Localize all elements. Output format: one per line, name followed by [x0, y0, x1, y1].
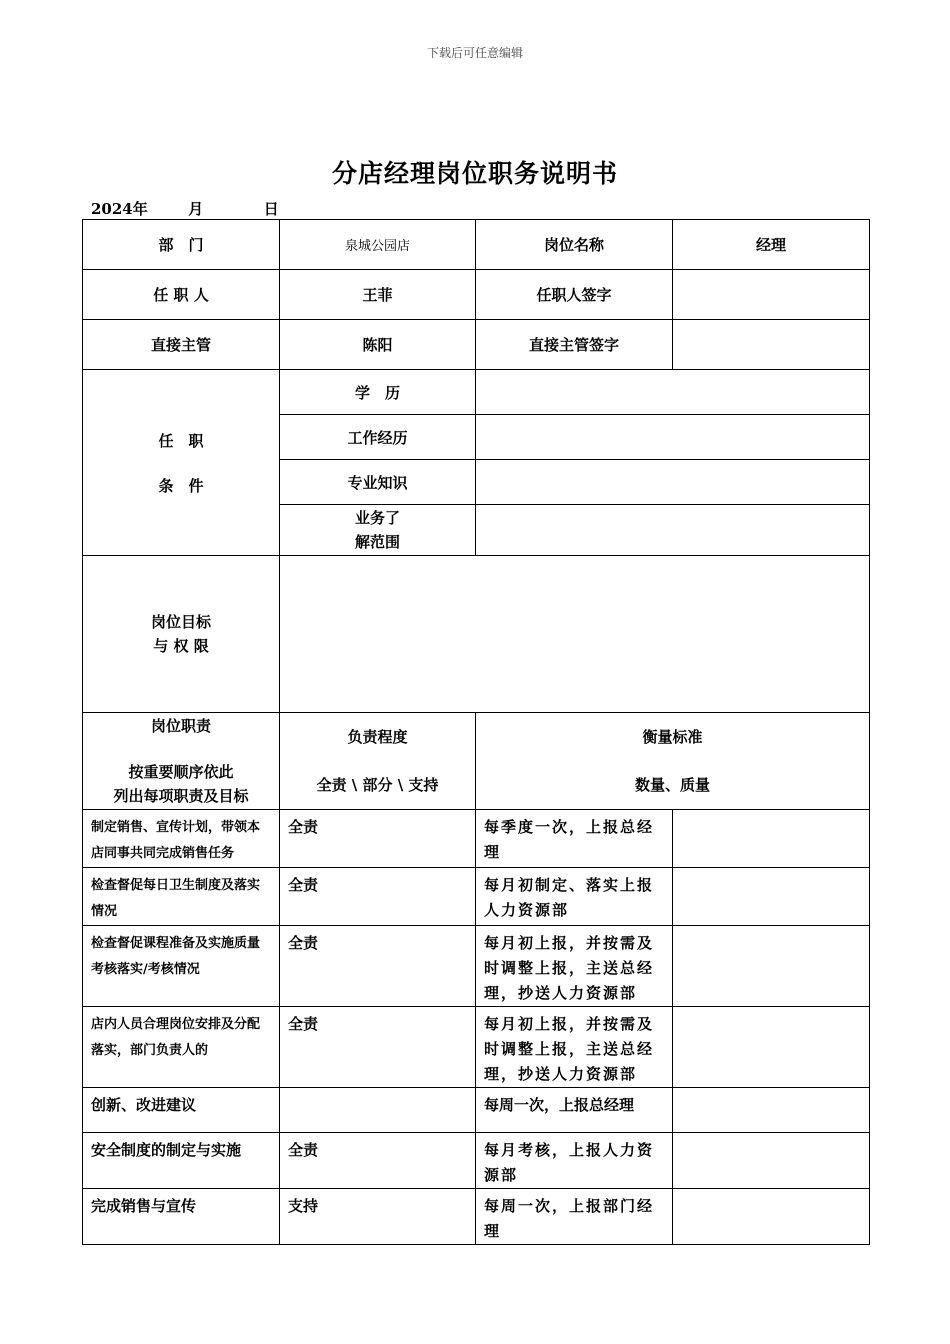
- duty-extra[interactable]: [673, 1133, 870, 1189]
- table-row: [83, 1189, 870, 1245]
- watermark-text: 下载后可任意编辑: [426, 46, 523, 60]
- dept-value: 泉城公园店: [280, 220, 476, 270]
- duty-extra[interactable]: [673, 1007, 870, 1088]
- duties-header-level-title: 负责程度: [347, 728, 408, 746]
- business-scope-label-line2: 解范围: [354, 533, 400, 551]
- conditions-label-line2: 条 件: [158, 476, 204, 495]
- duty-extra[interactable]: [673, 810, 870, 868]
- education-label: 学 历: [280, 370, 476, 415]
- duty-level: 全责: [280, 1133, 476, 1189]
- holder-label: 任 职 人: [83, 270, 280, 320]
- conditions-label: [83, 370, 280, 556]
- duty-level: [280, 1088, 476, 1133]
- dept-label: 部 门: [83, 220, 280, 270]
- experience-value[interactable]: [476, 415, 870, 460]
- duty-level: 全责: [280, 1007, 476, 1088]
- date-year: 2024年: [91, 200, 148, 218]
- duty-text: 创新、改进建议: [83, 1088, 280, 1133]
- duties-header-col1: [83, 713, 280, 810]
- duties-header-standard-title: 衡量标准: [642, 728, 703, 746]
- duty-text: 店内人员合理岗位安排及分配落实，部门负责人的: [83, 1007, 280, 1088]
- duty-extra[interactable]: [673, 1189, 870, 1245]
- duty-level: 支持: [280, 1189, 476, 1245]
- supervisor-sign-field[interactable]: [673, 320, 870, 370]
- duty-standard: 每月初上报，并按需及时调整上报，主送总经理，抄送人力资源部: [476, 1007, 673, 1088]
- duties-header-title: 岗位职责: [150, 717, 211, 735]
- holder-sign-field[interactable]: [673, 270, 870, 320]
- goals-label: [83, 556, 280, 713]
- duties-header-note1: 按重要顺序依此: [128, 763, 234, 781]
- supervisor-sign-label: 直接主管签字: [476, 320, 673, 370]
- supervisor-value: 陈阳: [280, 320, 476, 370]
- document-title: 分店经理岗位职务说明书: [331, 159, 618, 188]
- duty-standard: 每月初制定、落实上报人力资源部: [476, 868, 673, 926]
- table-row: [83, 868, 870, 926]
- duty-text: 完成销售与宣传: [83, 1189, 280, 1245]
- duty-extra[interactable]: [673, 1088, 870, 1133]
- duty-text: 检查督促课程准备及实施质量考核落实/考核情况: [83, 926, 280, 1007]
- goals-label-line2: 与 权 限: [153, 637, 209, 655]
- goals-label-line1: 岗位目标: [150, 613, 211, 631]
- position-label: 岗位名称: [476, 220, 673, 270]
- conditions-label-line1: 任 职: [158, 431, 204, 450]
- knowledge-value[interactable]: [476, 460, 870, 505]
- business-scope-value[interactable]: [476, 505, 870, 556]
- table-row: [83, 1007, 870, 1088]
- duty-level: 全责: [280, 810, 476, 868]
- experience-label: 工作经历: [280, 415, 476, 460]
- table-row: [83, 1133, 870, 1189]
- table-row: [83, 810, 870, 868]
- job-description-table: [82, 219, 870, 1245]
- table-row: [83, 926, 870, 1007]
- duty-standard: 每月初上报，并按需及时调整上报，主送总经理，抄送人力资源部: [476, 926, 673, 1007]
- duties-header-standard-note: 数量、质量: [634, 776, 710, 794]
- duty-extra[interactable]: [673, 868, 870, 926]
- business-scope-label-line1: 业务了: [354, 509, 400, 527]
- duty-standard: 每周一次，上报部门经理: [476, 1189, 673, 1245]
- date-month: 月: [188, 200, 204, 218]
- business-scope-label: [280, 505, 476, 556]
- duty-extra[interactable]: [673, 926, 870, 1007]
- date-day: 日: [263, 200, 279, 218]
- duty-text: 检查督促每日卫生制度及落实情况: [83, 868, 280, 926]
- holder-sign-label: 任职人签字: [476, 270, 673, 320]
- duties-header-note2: 列出每项职责及目标: [113, 787, 249, 805]
- duty-level: 全责: [280, 926, 476, 1007]
- education-value[interactable]: [476, 370, 870, 415]
- date-line: [91, 198, 279, 219]
- duty-standard: 每周一次，上报总经理: [476, 1088, 673, 1133]
- duty-level: 全责: [280, 868, 476, 926]
- duty-standard: 每月考核，上报人力资源部: [476, 1133, 673, 1189]
- duty-text: 安全制度的制定与实施: [83, 1133, 280, 1189]
- knowledge-label: 专业知识: [280, 460, 476, 505]
- goals-value[interactable]: [280, 556, 870, 713]
- duties-header-col2: [280, 713, 476, 810]
- holder-value: 王菲: [280, 270, 476, 320]
- duty-standard: 每季度一次，上报总经理: [476, 810, 673, 868]
- duties-header-col3: [476, 713, 870, 810]
- supervisor-label: 直接主管: [83, 320, 280, 370]
- table-row: [83, 1088, 870, 1133]
- position-value: 经理: [673, 220, 870, 270]
- duties-header-level-options: 全责 \ 部分 \ 支持: [316, 776, 439, 794]
- duty-text: 制定销售、宣传计划，带领本店同事共同完成销售任务: [83, 810, 280, 868]
